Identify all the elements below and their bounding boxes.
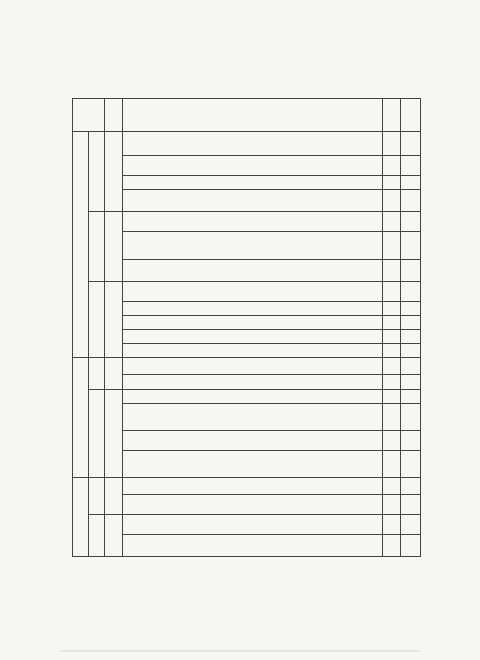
subgroup-score xyxy=(105,282,123,358)
table-row xyxy=(73,316,421,330)
table-row xyxy=(73,390,421,404)
test-score-cell[interactable] xyxy=(401,260,421,282)
criterion-text xyxy=(123,390,383,404)
criterion-text xyxy=(123,282,383,302)
test-score-cell[interactable] xyxy=(401,232,421,260)
test-score-cell[interactable] xyxy=(401,302,421,316)
subgroup-score xyxy=(105,132,123,212)
test-score-cell[interactable] xyxy=(401,375,421,390)
subgroup-label xyxy=(89,282,105,358)
test-score-cell[interactable] xyxy=(401,515,421,535)
test-score-cell[interactable] xyxy=(401,190,421,212)
criterion-text xyxy=(123,344,383,358)
self-score-cell[interactable] xyxy=(383,132,401,156)
group-label xyxy=(73,132,89,358)
test-score-cell[interactable] xyxy=(401,156,421,176)
self-score-cell[interactable] xyxy=(383,431,401,451)
self-score-cell[interactable] xyxy=(383,375,401,390)
table-header-row xyxy=(73,99,421,132)
self-score-cell[interactable] xyxy=(383,302,401,316)
self-score-cell[interactable] xyxy=(383,190,401,212)
subgroup-score xyxy=(105,515,123,557)
table-row xyxy=(73,375,421,390)
table-row xyxy=(73,302,421,316)
header-project xyxy=(73,99,105,132)
subgroup-label xyxy=(89,390,105,478)
criterion-text xyxy=(123,404,383,431)
self-score-cell[interactable] xyxy=(383,535,401,557)
table-row xyxy=(73,260,421,282)
table-row xyxy=(73,132,421,156)
table-row xyxy=(73,478,421,495)
table-row xyxy=(73,358,421,375)
subgroup-label xyxy=(89,212,105,282)
criterion-text xyxy=(123,176,383,190)
self-score-cell[interactable] xyxy=(383,404,401,431)
test-score-cell[interactable] xyxy=(401,282,421,302)
table-row xyxy=(73,212,421,232)
subgroup-score xyxy=(105,212,123,282)
header-score xyxy=(105,99,123,132)
table-row xyxy=(73,156,421,176)
test-score-cell[interactable] xyxy=(401,132,421,156)
criterion-text xyxy=(123,316,383,330)
group-label xyxy=(73,358,89,478)
table-body xyxy=(73,132,421,557)
table-row xyxy=(73,535,421,557)
test-score-cell[interactable] xyxy=(401,358,421,375)
self-score-cell[interactable] xyxy=(383,390,401,404)
self-score-cell[interactable] xyxy=(383,260,401,282)
criterion-text xyxy=(123,260,383,282)
subgroup-score xyxy=(105,358,123,390)
test-score-cell[interactable] xyxy=(401,495,421,515)
self-score-cell[interactable] xyxy=(383,156,401,176)
table-row xyxy=(73,330,421,344)
self-score-cell[interactable] xyxy=(383,358,401,375)
criterion-text xyxy=(123,132,383,156)
test-score-cell[interactable] xyxy=(401,390,421,404)
self-score-cell[interactable] xyxy=(383,330,401,344)
group-label xyxy=(73,478,89,557)
subgroup-score xyxy=(105,478,123,515)
criterion-text xyxy=(123,190,383,212)
table-row xyxy=(73,344,421,358)
bottom-edge xyxy=(60,650,420,652)
self-score-cell[interactable] xyxy=(383,451,401,478)
criterion-text xyxy=(123,495,383,515)
table-row xyxy=(73,451,421,478)
table-row xyxy=(73,176,421,190)
self-score-cell[interactable] xyxy=(383,176,401,190)
table-row xyxy=(73,282,421,302)
criterion-text xyxy=(123,515,383,535)
test-score-cell[interactable] xyxy=(401,451,421,478)
self-score-cell[interactable] xyxy=(383,212,401,232)
subgroup-label xyxy=(89,478,105,515)
test-score-cell[interactable] xyxy=(401,212,421,232)
table-row xyxy=(73,232,421,260)
test-score-cell[interactable] xyxy=(401,176,421,190)
table-row xyxy=(73,431,421,451)
test-score-cell[interactable] xyxy=(401,316,421,330)
header-test-score xyxy=(401,99,421,132)
criterion-text xyxy=(123,535,383,557)
test-score-cell[interactable] xyxy=(401,431,421,451)
subgroup-label xyxy=(89,515,105,557)
criterion-text xyxy=(123,451,383,478)
criterion-text xyxy=(123,478,383,495)
header-content xyxy=(123,99,383,132)
criterion-text xyxy=(123,232,383,260)
criterion-text xyxy=(123,212,383,232)
test-score-cell[interactable] xyxy=(401,478,421,495)
criterion-text xyxy=(123,431,383,451)
test-score-cell[interactable] xyxy=(401,330,421,344)
table-row xyxy=(73,190,421,212)
table-row xyxy=(73,515,421,535)
criterion-text xyxy=(123,358,383,375)
self-score-cell[interactable] xyxy=(383,232,401,260)
subgroup-score xyxy=(105,390,123,478)
test-score-cell[interactable] xyxy=(401,535,421,557)
test-score-cell[interactable] xyxy=(401,344,421,358)
header-self-score xyxy=(383,99,401,132)
criterion-text xyxy=(123,302,383,316)
self-score-cell[interactable] xyxy=(383,515,401,535)
self-score-cell[interactable] xyxy=(383,282,401,302)
self-score-cell[interactable] xyxy=(383,478,401,495)
table-row xyxy=(73,404,421,431)
subgroup-label xyxy=(89,132,105,212)
criterion-text xyxy=(123,375,383,390)
table-row xyxy=(73,495,421,515)
criterion-text xyxy=(123,330,383,344)
self-score-cell[interactable] xyxy=(383,316,401,330)
evaluation-table xyxy=(72,98,421,557)
test-score-cell[interactable] xyxy=(401,404,421,431)
criterion-text xyxy=(123,156,383,176)
self-score-cell[interactable] xyxy=(383,344,401,358)
subgroup-label xyxy=(89,358,105,390)
self-score-cell[interactable] xyxy=(383,495,401,515)
